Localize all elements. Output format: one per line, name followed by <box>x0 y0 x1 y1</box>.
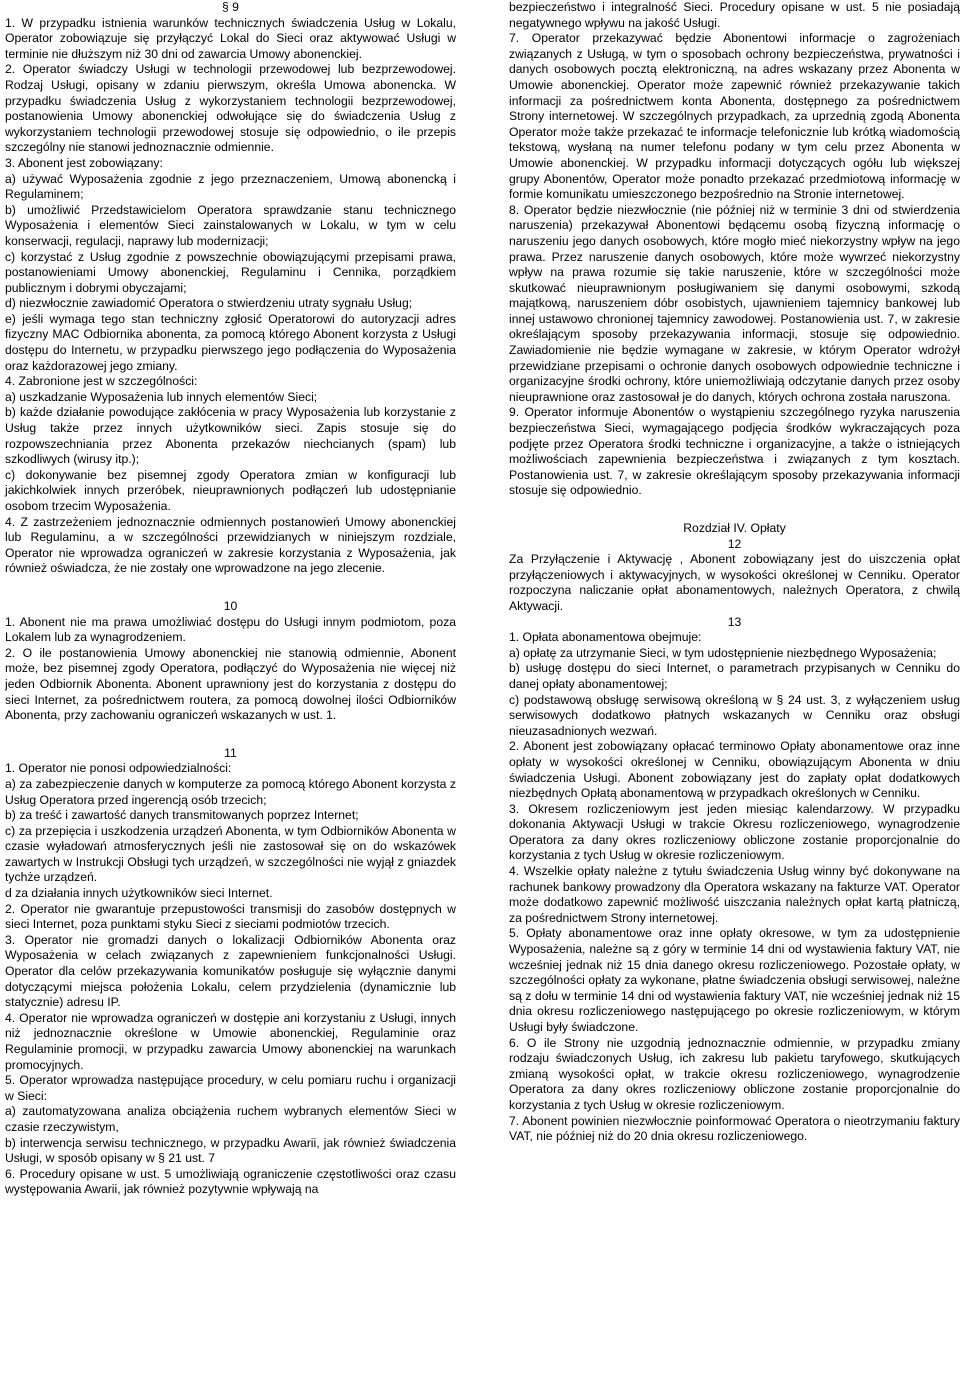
s11-p1d: d za działania innych użytkowników sieci Internet. <box>5 886 273 901</box>
section-9-heading: § 9 <box>222 0 239 14</box>
s10-p2: 2. O ile postanowienia Umowy abonenckiej nie stanowią odmiennie, Abonent może, bez pisemnej zgody Operatora, podłączyć do Wyposażenia nie więcej niż jeden Odbiornik Abonenta. Abonent uprawniony jest do korzystania z dostępu do sieci Internet, za pośrednictwem routera, za pomocą dowolnej ilości Odbiorników Abonenta, przy zachowaniu ograniczeń wskazanych w ust. 1. <box>5 645 456 723</box>
section-10-heading: 10 <box>223 598 238 613</box>
s9-p4b: b) każde działanie powodujące zakłócenia w pracy Wyposażenia lub korzystanie z Usług także przez innych użytkowników sieci. Zapis stosuje się do rozpowszechniania przez Abonenta przekazów niechcianych (spam) lub szkodliwych (wirusy itp.); <box>5 405 456 467</box>
s9-p2: 2. Operator świadczy Usługi w technologii przewodowej lub bezprzewodowej. Rodzaj Usługi, opisany w zdaniu pierwszym, określa Umowa abonencka. W przypadku świadczenia Usług z wykorzystaniem technologii bezprzewodowej, postanowienia Umowy abonenckiej odwołujące się do świadczenia Usług z wykorzystaniem technologii przewodowej stosuje się odpowiednio, o ile przepis szczególny nie stanowi jednoznacznie odmiennie. <box>5 62 456 155</box>
section-13-heading: 13 <box>727 614 742 629</box>
section-11-heading: 11 <box>224 745 237 760</box>
s11-p4: 4. Operator nie wprowadza ograniczeń w dostępie ani korzystaniu z Usługi, innych niż jednoznacznie określone w Umowie abonenckiej, Regulaminie oraz Regulaminie promocji, w przypadku zawarcia Umowy abonenckiej na warunkach promocyjnych. <box>5 1010 456 1072</box>
s9-p1: 1. W przypadku istnienia warunków technicznych świadczenia Usług w Lokalu, Operator zobowiązuje się przyłączyć Lokal do Sieci oraz aktywować Usługi w terminie nie dłuższym niż 30 dni od zawarcia Umowy abonenckiej. <box>5 15 456 61</box>
s10-p1: 1. Abonent nie ma prawa umożliwiać dostępu do Usługi innym podmiotom, poza Lokalem lub za wynagrodzeniem. <box>5 614 456 645</box>
s9-p3: 3. Abonent jest zobowiązany: <box>5 155 163 170</box>
s13-p6: 6. O ile Strony nie uzgodnią jednoznacznie odmiennie, w przypadku zmiany rodzaju świadczonych Usług, ich zakresu lub pakietu taryfowego, skutkujących zmianą wysokości opłat, w trakcie okresu rozliczeniowego, wynagrodzenie Operatora za dany okres rozliczeniowy obliczone zostanie proporcjonalnie do korzystania z tych Usług w okresie rozliczeniowym. <box>509 1035 960 1112</box>
s13-p1: 1. Opłata abonamentowa obejmuje: <box>509 630 702 645</box>
s9-p3d: d) niezwłocznie zawiadomić Operatora o stwierdzeniu utraty sygnału Usług; <box>5 296 413 311</box>
s11-p1b: b) za treść i zawartość danych transmitowanych poprzez Internet; <box>5 808 359 823</box>
s11-p1: 1. Operator nie ponosi odpowiedzialności: <box>5 761 232 776</box>
s13-p3: 3. Okresem rozliczeniowym jest jeden miesiąc kalendarzowy. W przypadku dokonania Aktywacji Usługi w trakcie Okresu rozliczeniowego, wynagrodzenie Operatora za dany okres rozliczeniowy obliczone zostanie proporcjonalnie do korzystania z tych Usług w okresie rozliczeniowym. <box>509 801 960 863</box>
chapter-heading: Rozdział IV. Opłaty <box>683 521 786 535</box>
s11-p2: 2. Operator nie gwarantuje przepustowości transmisji do zasobów dostępnych w sieci Internet, poza punktami styku Sieci z sieciami podmiotów trzecich. <box>5 901 456 932</box>
s11-cont: bezpieczeństwo i integralność Sieci. Procedury opisane w ust. 5 nie posiadają negatywnego wpływu na jakość Usługi. <box>509 0 960 30</box>
s11-p5: 5. Operator wprowadza następujące procedury, w celu pomiaru ruchu i organizacji w Sieci: <box>5 1073 456 1103</box>
s9-p3b: b) umożliwić Przedstawicielom Operatora sprawdzanie stanu technicznego Wyposażenia i elementów Sieci zainstalowanych w Lokalu, w tym w celu konserwacji, regulacji, naprawy lub modernizacji; <box>5 202 456 248</box>
s13-p2: 2. Abonent jest zobowiązany opłacać terminowo Opłaty abonamentowe oraz inne opłaty w wysokości określonej w Cenniku, obowiązującym Abonenta w dniu świadczenia Usługi. Abonent zobowiązany jest do zapłaty opłat dodatkowych niezbędnych Opłatą abonamentową w przypadkach określonych w Cenniku. <box>509 739 960 801</box>
s11-p1c: c) za przepięcia i uszkodzenia urządzeń Abonenta, w tym Odbiorników Abonenta w czasie wyładowań atmosferycznych jeśli nie zastosował się on do wskazówek zawartych w Instrukcji Obsługi tych urządzeń, w szczególności nie wyjął z gniazdek tychże urządzeń. <box>5 823 456 885</box>
right-column <box>509 0 960 1145</box>
s13-p1c: c) podstawową obsługę serwisową określoną w § 24 ust. 3, z wyłączeniem usług serwisowych dodatkowo płatnych wskazanych w Cenniku oraz obsługi nieuzasadnionych wezwań. <box>509 692 960 738</box>
s13-p5: 5. Opłaty abonamentowe oraz inne opłaty okresowe, w tym za udostępnienie Wyposażenia, należne są z góry w terminie 14 dni od wystawienia faktury VAT, nie wcześniej jednak niż 15 dnia danego okresu rozliczeniowego. Pozostałe opłaty, w szczególności opłaty za wykonane, płatne świadczenia obsługi serwisowej, należne są z dołu w terminie 14 dni od wystawienia faktury VAT, nie wcześniej jednak niż 15 dnia okresu rozliczeniowego następującego po okresie rozliczeniowym, w którym Usługi były świadczone. <box>509 926 960 1034</box>
s11-p6: 6. Procedury opisane w ust. 5 umożliwiają ograniczenie częstotliwości oraz czasu występowania Awarii, jak również pozytywnie wpływają na <box>5 1166 456 1197</box>
s9-p4c: c) dokonywanie bez pisemnej zgody Operatora zmian w konfiguracji lub jakichkolwiek innych przeróbek, nieuprawnionych podłączeń lub udostępnianie osobom trzecim Wyposażenia. <box>5 467 456 513</box>
s11-p9: 9. Operator informuje Abonentów o wystąpieniu szczególnego ryzyka naruszenia bezpieczeństwa Sieci, wymagającego podjęcia środków wykraczających poza podjęte przez Operatora środki techniczne i organizacyjne, a także o istniejących możliwościach zapewnienia bezpieczeństwa i związanych z tym kosztach. Postanowienia ust. 7, w zakresie określającym sposoby przekazywania informacji stosuje się odpowiednio. <box>509 405 960 498</box>
s11-p3: 3. Operator nie gromadzi danych o lokalizacji Odbiorników Abonenta oraz Wyposażenia w celach związanych z zapewnieniem funkcjonalności Usługi. Operator dla celów przekazywania komunikatów posługuje się wyłącznie danymi dotyczącymi miejsca położenia Lokalu, celem przydzielenia (dynamicznie lub statycznie) adresu IP. <box>5 932 456 1010</box>
s9-p4-bis: 4. Z zastrzeżeniem jednoznacznie odmiennych postanowień Umowy abonenckiej lub Regulaminu, a w szczególności przewidzianych w niniejszym rozdziale, Operator nie wprowadza ograniczeń w zakresie korzystania z Wyposażenia, jak również oświadcza, że nie zostały one wprowadzone na jego zlecenie. <box>5 514 456 576</box>
section-12-heading: 12 <box>727 536 742 551</box>
s9-p4: 4. Zabronione jest w szczególności: <box>5 374 198 389</box>
s9-p3c: c) korzystać z Usług zgodnie z powszechnie obowiązującymi przepisami prawa, postanowieniami Umowy abonenckiej, Regulaminu i Cennika, porządkiem publicznym i dobrymi obyczajami; <box>5 249 456 295</box>
s9-p4a: a) uszkadzanie Wyposażenia lub innych elementów Sieci; <box>5 389 318 404</box>
s12-p1: Za Przyłączenie i Aktywację , Abonent zobowiązany jest do uiszczenia opłat przyłączeniowych i aktywacyjnych, w wysokości określonej w Cenniku. Operator rozpoczyna naliczanie opłat abonamentowych, należnych Operatora, z chwilą Aktywacji. <box>509 552 960 613</box>
s13-p7: 7. Abonent powinien niezwłocznie poinformować Operatora o nieotrzymaniu faktury VAT, nie później niż do 20 dnia okresu rozliczeniowego. <box>509 1113 960 1144</box>
s9-p3e: e) jeśli wymaga tego stan techniczny zgłosić Operatorowi do autoryzacji adres fizyczny MAC Odbiornika abonenta, za pomocą którego Abonent korzysta z Usługi dostępu do Internetu, w przypadku pierwszego jego podłączenia do Wyposażenia oraz każdorazowej jego zmiany. <box>5 311 456 373</box>
s13-p1b: b) usługę dostępu do sieci Internet, o parametrach przypisanych w Cenniku do danej opłaty abonamentowej; <box>509 661 960 691</box>
s11-p8: 8. Operator będzie niezwłocznie (nie później niż w terminie 3 dni od stwierdzenia naruszenia) przekazywał Abonentowi będącemu osobą fizyczną informację o naruszeniu jego danych osobowych, które mogło mieć niekorzystny wpływ na jego prawa. Przez naruszenie danych osobowych, które może wywrzeć niekorzystny wpływ na prawa rozumie się takie naruszenie, które w szczególności może skutkować nieuprawnionym posługiwaniem się danymi osobowymi, szkodą majątkową, naruszeniem dóbr osobistych, ujawnieniem tajemnicy bankowej lub innej ustawowo chronionej tajemnicy zawodowej. Postanowienia ust. 7, w zakresie określającym sposoby przekazywania informacji, stosuje się odpowiednio. Zawiadomienie nie będzie wymagane w zakresie, w którym Operator wdrożył przewidziane przepisami o ochronie danych osobowych odpowiednie techniczne i organizacyjne środki ochrony, które uniemożliwiają odczytanie danych przez osoby nieuprawnione oraz zastosował je do danych, których ochrona została naruszona. <box>509 202 960 404</box>
s11-p5b: b) interwencja serwisu technicznego, w przypadku Awarii, jak również świadczenia Usługi, w sposób opisany w § 21 ust. 7 <box>5 1135 456 1166</box>
s11-p1a: a) za zabezpieczenie danych w komputerze za pomocą którego Abonent korzysta z Usług Operatora przed ingerencją osób trzecich; <box>5 776 456 807</box>
s13-p1a: a) opłatę za utrzymanie Sieci, w tym udostępnienie niezbędnego Wyposażenia; <box>509 645 937 660</box>
left-column <box>5 0 456 1198</box>
s11-p7: 7. Operator przekazywać będzie Abonentowi informacje o zagrożeniach związanych z Usługą, w tym o sposobach ochrony bezpieczeństwa, prywatności i danych osobowych pocztą elektroniczną, na adres wskazany przez Abonenta w Umowie abonenckiej. Operator może zapewnić również przekazywanie takich informacji za pośrednictwem konta Abonenta, dostępnego za pośrednictwem Strony internetowej. W szczególnych przypadkach, za uprzednią zgodą Abonenta Operator może także przekazać te informacje telefonicznie lub krótką wiadomością tekstową, wysłaną na numer telefonu podany w tym celu przez Abonenta w Umowie abonenckiej. W przypadku informacji dotyczących ogółu lub większej grupy Abonentów, Operator może ponadto przekazać przedmiotową informację w formie komunikatu umieszczonego bezpośrednio na Stronie internetowej. <box>509 31 960 202</box>
s11-p5a: a) zautomatyzowana analiza obciążenia ruchem wybranych elementów Sieci w czasie rzeczywistym, <box>5 1104 456 1134</box>
s9-p3a: a) używać Wyposażenia zgodnie z jego przeznaczeniem, Umową abonencką i Regulaminem; <box>5 171 456 202</box>
s13-p4: 4. Wszelkie opłaty należne z tytułu świadczenia Usług winny być dokonywane na rachunek bankowy prowadzony dla Operatora wskazany na fakturze VAT. Operator może dodatkowo zapewnić możliwość uiszczania należnych opłat kartą płatniczą, za pośrednictwem Strony internetowej. <box>509 864 960 925</box>
